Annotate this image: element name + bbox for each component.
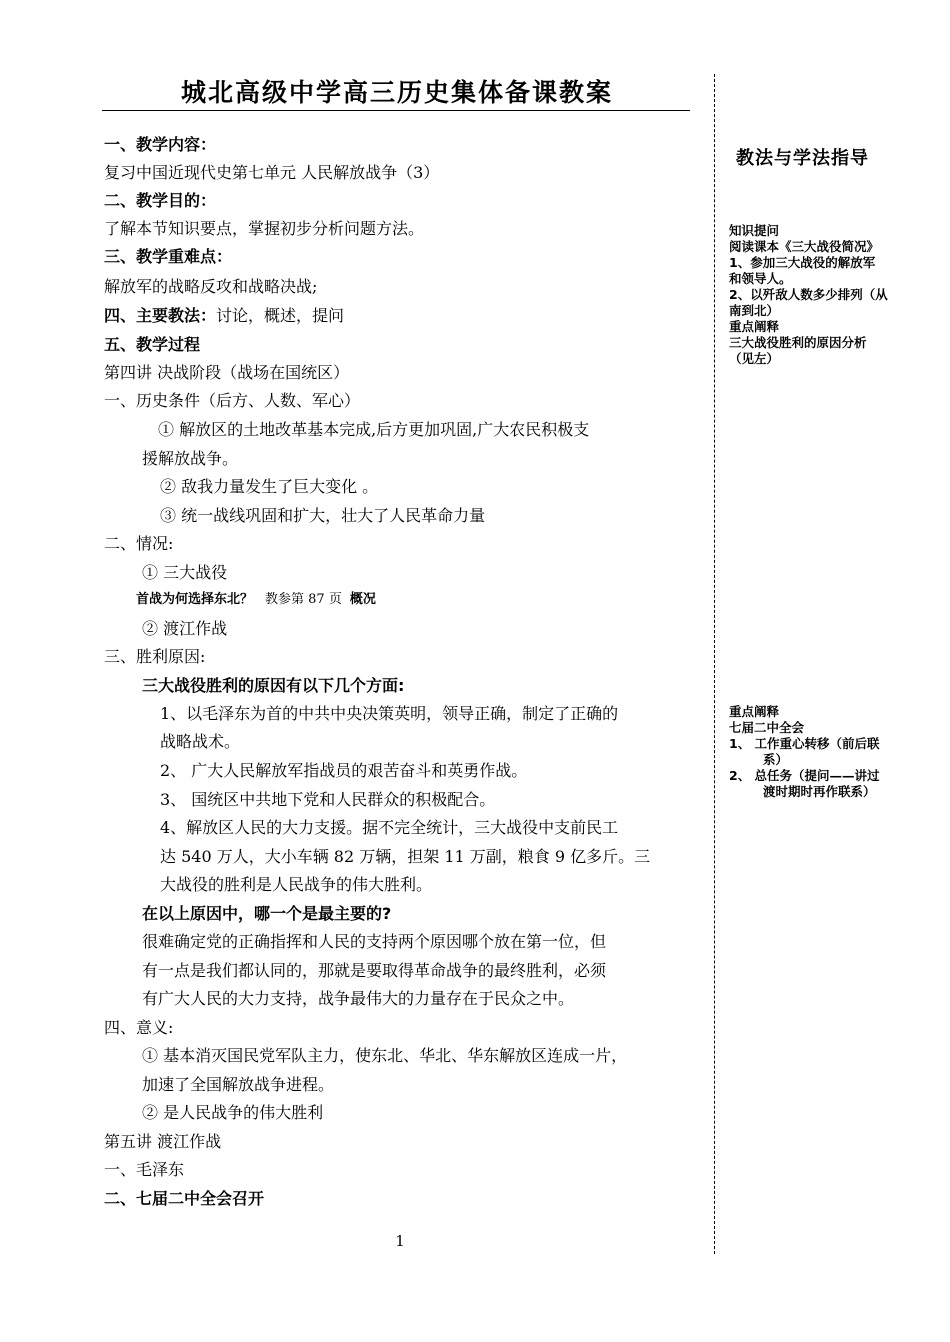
sidebar-note: 系） (763, 752, 789, 767)
sidebar-note: 三大战役胜利的原因分析 (729, 335, 867, 350)
situation-item-2: ② 渡江作战 (142, 619, 228, 638)
title-underline (102, 110, 690, 111)
reason-4-cont-1: 达 540 万人，大小车辆 82 万辆，担架 11 万副，粮食 9 亿多斤。三 (160, 847, 651, 866)
second-plenum-item: 二、七届二中全会召开 (104, 1189, 265, 1208)
sidebar-note: 重点阐释 (729, 319, 780, 334)
sidebar-note: 重点阐释 (729, 704, 780, 719)
sidebar-note: 七届二中全会 (729, 720, 805, 735)
sidebar-notes-1 (729, 223, 929, 367)
method-line (104, 303, 344, 329)
sidebar-title: 教法与学法指导 (736, 148, 869, 169)
section-heading-process: 五、教学过程 (104, 335, 201, 354)
reason-1: 1、以毛泽东为首的中共中央决策英明，领导正确，制定了正确的 (160, 704, 619, 723)
situation-item-1: ① 三大战役 (142, 563, 228, 582)
condition-item-1: ① 解放区的土地改革基本完成,后方更加巩固,广大农民积极支 (158, 420, 590, 439)
sidebar-note: 南到北） (729, 303, 780, 318)
sidebar-note: （见左） (729, 351, 780, 366)
document-title: 城北高级中学高三历史集体备课教案 (180, 78, 613, 107)
sidebar-note: 1、 工作重心转移（前后联 (729, 736, 880, 751)
reason-4: 4、解放区人民的大力支援。据不完全统计，三大战役中支前民工 (160, 818, 619, 837)
main-reason-answer-3: 有广大人民的大力支持，战争最伟大的力量存在于民众之中。 (142, 989, 575, 1008)
main-reason-answer-2: 有一点是我们都认同的，那就是要取得革命战争的最终胜利，必须 (142, 961, 607, 980)
sidebar-note: 和领导人。 (729, 271, 792, 286)
historical-conditions-heading: 一、历史条件（后方、人数、军心） (104, 391, 361, 410)
difficulty-text: 解放军的战略反攻和战略决战; (104, 277, 318, 296)
section-heading-content: 一、教学内容： (104, 135, 217, 154)
section-heading-difficulty: 三、教学重难点： (104, 247, 233, 266)
objective-text: 了解本节知识要点，掌握初步分析问题方法。 (104, 219, 425, 238)
main-reason-answer-1: 很难确定党的正确指挥和人民的支持两个原因哪个放在第一位，但 (142, 932, 607, 951)
significance-item-1-cont: 加速了全国解放战争进程。 (142, 1075, 335, 1094)
situation-heading: 二、情况: (104, 534, 174, 553)
main-reason-question: 在以上原因中，哪一个是最主要的? (142, 904, 392, 923)
northeast-question-line (136, 587, 376, 613)
sidebar-note: 2、以歼敌人数多少排列（从 (729, 287, 888, 302)
reason-1-cont: 战略战术。 (160, 732, 241, 751)
section-heading-method: 四、主要教法： (104, 306, 217, 325)
lecture-five-heading: 第五讲 渡江作战 (104, 1132, 222, 1151)
significance-heading: 四、意义: (104, 1018, 174, 1037)
reference-page: 教参第 87 页 (265, 592, 342, 607)
page-number: 1 (395, 1232, 405, 1250)
reason-3: 3、 国统区中共地下党和人民群众的积极配合。 (160, 790, 496, 809)
method-text: 讨论，概述，提问 (216, 306, 345, 325)
reason-2: 2、 广大人民解放军指战员的艰苦奋斗和英勇作战。 (160, 761, 528, 780)
lecture-four-heading: 第四讲 决战阶段（战场在国统区） (104, 363, 350, 382)
sidebar-note: 知识提问 (729, 223, 780, 238)
sidebar-note: 渡时期时再作联系） (763, 784, 876, 799)
condition-item-3: ③ 统一战线巩固和扩大，壮大了人民革命力量 (160, 506, 486, 525)
mao-zedong-item: 一、毛泽东 (104, 1160, 185, 1179)
column-divider (714, 74, 715, 1254)
condition-item-1-cont: 援解放战争。 (142, 449, 239, 468)
sidebar-note: 阅读课本《三大战役简况》 (729, 239, 880, 254)
content-text: 复习中国近现代史第七单元 人民解放战争（3） (104, 163, 440, 182)
victory-reasons-heading: 三、胜利原因: (104, 647, 206, 666)
sidebar-notes-2 (729, 704, 929, 800)
sidebar-note: 1、参加三大战役的解放军 (729, 255, 876, 270)
sidebar-note: 2、 总任务（提问——讲过 (729, 768, 880, 783)
overview-label: 概况 (349, 592, 376, 607)
significance-item-1: ① 基本消灭国民党军队主力，使东北、华北、华东解放区连成一片， (142, 1046, 628, 1065)
section-heading-objective: 二、教学目的： (104, 191, 217, 210)
reason-4-cont-2: 大战役的胜利是人民战争的伟大胜利。 (160, 875, 433, 894)
condition-item-2: ② 敌我力量发生了巨大变化 。 (160, 477, 379, 496)
significance-item-2: ② 是人民战争的伟大胜利 (142, 1103, 324, 1122)
victory-reasons-intro: 三大战役胜利的原因有以下几个方面: (142, 676, 405, 695)
northeast-question: 首战为何选择东北？ (136, 592, 254, 607)
